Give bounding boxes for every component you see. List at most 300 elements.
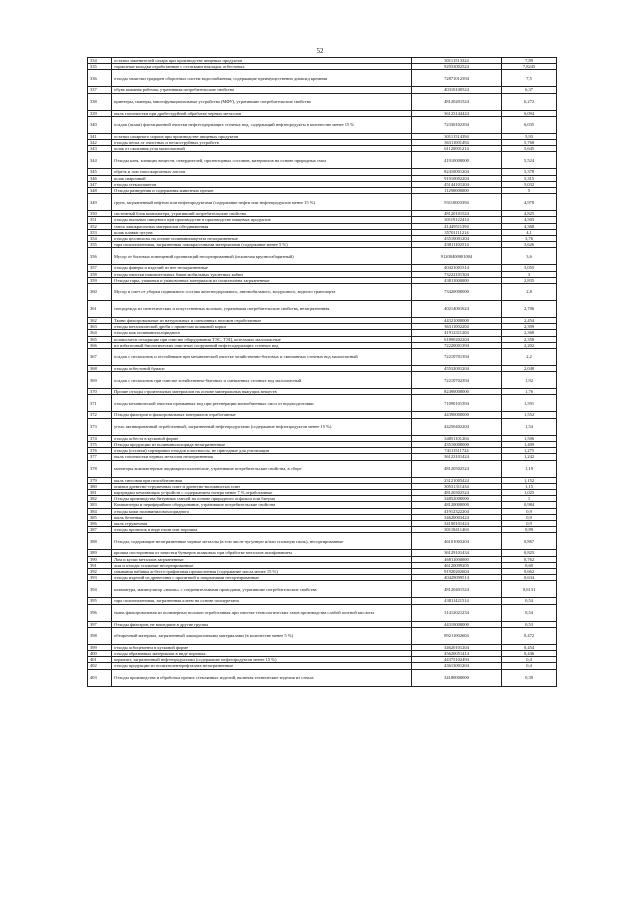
row-number-cell: 373	[88, 418, 112, 435]
waste-name-cell: Отходы разведения и содержания животных прочие	[112, 188, 412, 194]
fkko-code-cell: 48120201524	[412, 93, 502, 110]
quantity-cell: 4,978	[502, 194, 557, 211]
table-row	[88, 93, 557, 110]
fkko-code-cell: 36123101424	[412, 454, 502, 460]
fkko-code-cell: 44310000000	[412, 621, 502, 627]
fkko-code-cell: 36311002204	[412, 324, 502, 330]
waste-name-cell: Отходы фильтров, не вошедшие в другие группы	[112, 621, 412, 627]
waste-name-cell: Компьютеры и периферийное оборудование, утратившие потребительские свойства	[112, 502, 412, 508]
waste-name-cell: Прочие отходы строительных материалов на основе минеральных вяжущих веществ	[112, 389, 412, 395]
quantity-cell: 2,8	[502, 284, 557, 301]
quantity-cell: 5,524	[502, 152, 557, 169]
waste-name-cell: пыль газоочистки черных металлов незагрязненная	[112, 454, 412, 460]
row-number-cell: 345	[88, 169, 112, 175]
quantity-cell: 0,54	[502, 604, 557, 621]
quantity-cell: 0,634	[502, 575, 557, 581]
fkko-code-cell: 30111513324	[412, 58, 502, 64]
waste-name-cell: осадок с песколовок и отстойников при механической очистке хозяйственно-бытовых и смешанных сточных вод малоопасный	[112, 349, 412, 366]
waste-name-cell: отходы стеклопакетов	[112, 181, 412, 187]
fkko-code-cell: 43510001204	[412, 236, 502, 242]
table-row	[88, 248, 557, 265]
quantity-cell: 1,409	[502, 441, 557, 447]
quantity-cell: 0,89	[502, 527, 557, 533]
fkko-code-cell: 61120001214	[412, 146, 502, 152]
quantity-cell: 0,4	[502, 657, 557, 663]
fkko-code-cell: 34100101424	[412, 520, 502, 526]
fkko-code-cell: 34180000000	[412, 669, 502, 686]
row-number-cell: 396	[88, 604, 112, 621]
waste-name-cell: отходы фанеры и изделий из нее незагрязненные	[112, 265, 412, 271]
fkko-code-cell: 35701111214	[412, 229, 502, 235]
waste-name-cell: тара полиэтиленовая, загрязненная лакокрасочными материалами (содержание менее 5 %)	[112, 242, 412, 248]
quantity-cell: 4,503	[502, 217, 557, 223]
waste-name-cell: пыль гипсовая при гипсобитоновая	[112, 477, 412, 483]
row-number-cell: 354	[88, 236, 112, 242]
fkko-code-cell: 23121005424	[412, 477, 502, 483]
fkko-code-cell: 74111511724	[412, 448, 502, 454]
fkko-code-cell: 34852000000	[412, 496, 502, 502]
quantity-cell: 0,662	[502, 568, 557, 574]
fkko-code-cell: 44375102494	[412, 657, 502, 663]
waste-name-cell: шлакосмеси отходящие при очистке оборудования ТЭС, ТЭЦ, котельных малоопасные	[112, 336, 412, 342]
row-number-cell: 369	[88, 372, 112, 389]
waste-name-cell: керамзит, загрязненный нефтепродуктами (содержание нефтепродуктов менее 15 %)	[112, 657, 412, 663]
row-number-cell: 385	[88, 514, 112, 520]
table-row	[88, 418, 557, 435]
quantity-cell: 3,6	[502, 248, 557, 265]
fkko-code-cell: 44321000000	[412, 318, 502, 324]
fkko-code-cell: 30531311434	[412, 483, 502, 489]
fkko-code-cell: 40214001624	[412, 301, 502, 318]
fkko-code-cell: 48120101524	[412, 211, 502, 217]
waste-name-cell: Лом и куски металлов загрязненные	[112, 556, 412, 562]
fkko-code-cell: 89211002604	[412, 627, 502, 644]
table-row	[88, 70, 557, 87]
row-number-cell: 353	[88, 229, 112, 235]
fkko-code-cell: 45144101204	[412, 181, 502, 187]
quantity-cell: 4,368	[502, 223, 557, 229]
waste-name-cell: отходы (остатки) сортировки отходов пластмассы, не пригодные для утилизации	[112, 448, 412, 454]
fkko-code-cell: 48120502524	[412, 460, 502, 477]
waste-name-cell: крошка посторонняя от зачистки бункеров шлаковых при обработке металлов шлифованием	[112, 550, 412, 556]
fkko-code-cell: 48120302524	[412, 489, 502, 495]
waste-name-cell: отходы абразивных материалов в виде порошка	[112, 650, 412, 656]
row-number-cell: 365	[88, 336, 112, 342]
row-number-cell: 355	[88, 242, 112, 248]
fkko-code-cell: 73222101304	[412, 271, 502, 277]
table-row	[88, 152, 557, 169]
quantity-cell: 3,626	[502, 242, 557, 248]
quantity-cell: 0,54	[502, 598, 557, 604]
waste-name-cell: опилки древесно-стружечных плит и древесно-волокнистых плит	[112, 483, 412, 489]
fkko-code-cell: 44390000000	[412, 412, 502, 418]
waste-name-cell: отходы асбеста в кусковой форме	[112, 435, 412, 441]
row-number-cell: 380	[88, 483, 112, 489]
fkko-code-cell: 31412021234	[412, 604, 502, 621]
table-row	[88, 533, 557, 550]
row-number-cell: 350	[88, 211, 112, 217]
row-number-cell: 374	[88, 435, 112, 441]
quantity-cell: 5,378	[502, 169, 557, 175]
waste-name-cell: Отходы, содержащие незагрязненные черные металлы (в том числе чугунную и/или стальную пыль), несортированные	[112, 533, 412, 550]
waste-name-cell: ткань фильтровальная из полимерных волокон отработанная при очистке технологических газов производства слабой азотной кислоты	[112, 604, 412, 621]
waste-name-cell: уголь активированный отработанный, загрязненный нефтепродуктами (содержание нефтепродуктов менее 15 %)	[112, 418, 412, 435]
waste-name-cell: мониторы компьютерные жидкокристаллические, утратившие потребительские свойства, в сборе	[112, 460, 412, 477]
quantity-cell: 1,76	[502, 389, 557, 395]
quantity-cell: 0,762	[502, 556, 557, 562]
quantity-cell: 1,591	[502, 395, 557, 412]
fkko-code-cell: 82490000000	[412, 389, 502, 395]
quantity-cell: 1,552	[502, 412, 557, 418]
quantity-cell: 1	[502, 496, 557, 502]
row-number-cell: 384	[88, 508, 112, 514]
quantity-cell: 7,5	[502, 70, 557, 87]
fkko-code-cell: 71090101394	[412, 395, 502, 412]
waste-name-cell: пыль газоочистки при дробеструйной обработке черных металлов	[112, 110, 412, 116]
waste-name-cell: ил избыточный биологических очистных сооружений нефтесодержащих сточных вод	[112, 342, 412, 348]
fkko-code-cell: 30118411404	[412, 527, 502, 533]
fkko-code-cell: 36123144424	[412, 110, 502, 116]
waste-name-cell: Отходы фильтров и фильтровальных материалов отработанные	[112, 412, 412, 418]
row-number-cell: 376	[88, 448, 112, 454]
fkko-code-cell: 72210701394	[412, 349, 502, 366]
waste-name-cell: спецодежда из синтетических и искусственных волокон, утратившая потребительские свойства, незагрязненная	[112, 301, 412, 318]
fkko-code-cell: 72220001394	[412, 342, 502, 348]
row-number-cell: 340	[88, 116, 112, 133]
row-number-cell: 347	[88, 181, 112, 187]
row-number-cell: 366	[88, 342, 112, 348]
row-number-cell: 377	[88, 454, 112, 460]
row-number-cell: 363	[88, 324, 112, 330]
quantity-cell: 1,19	[502, 460, 557, 477]
fkko-code-cell: 91910002204	[412, 175, 502, 181]
fkko-code-cell: 30111514394	[412, 133, 502, 139]
quantity-cell: 5,768	[502, 140, 557, 146]
quantity-cell: 7,89	[502, 58, 557, 64]
row-number-cell: 341	[88, 133, 112, 139]
quantity-cell: 6,094	[502, 110, 557, 116]
quantity-cell: 0,69	[502, 562, 557, 568]
quantity-cell: 4,1	[502, 229, 557, 235]
row-number-cell: 334	[88, 58, 112, 64]
fkko-code-cell: 61890202204	[412, 336, 502, 342]
waste-name-cell: осадок с песколовок при очистке хозяйственно-бытовых и смешанных сточных вод малоопасный	[112, 372, 412, 389]
row-number-cell: 398	[88, 627, 112, 644]
row-number-cell: 402	[88, 663, 112, 669]
waste-name-cell: отходы механической очистки промывных вод при регенерации ионообменных смол от водоподготовки	[112, 395, 412, 412]
row-number-cell: 337	[88, 87, 112, 93]
row-number-cell: 393	[88, 575, 112, 581]
fkko-code-cell: 41910000000	[412, 152, 502, 169]
row-number-cell: 390	[88, 556, 112, 562]
waste-name-cell: Отходы тары, упаковки и упаковочных материалов из полиэтилена загрязненные	[112, 277, 412, 283]
row-number-cell: 362	[88, 318, 112, 324]
row-number-cell: 371	[88, 395, 112, 412]
quantity-cell: 0,9	[502, 508, 557, 514]
quantity-cell: 1,275	[502, 448, 557, 454]
table-row	[88, 604, 557, 621]
waste-name-cell: системный блок компьютера, утративший потребительские свойства	[112, 211, 412, 217]
table-body	[88, 58, 557, 687]
waste-name-cell: отходы изделий из древесины с пропиткой и покрытиями несортированные	[112, 575, 412, 581]
fkko-code-cell: 46101003204	[412, 533, 502, 550]
waste-name-cell: отходы асбоцемента в кусковой форме	[112, 644, 412, 650]
row-number-cell: 360	[88, 284, 112, 301]
quantity-cell: 1,92	[502, 372, 557, 389]
quantity-cell: 1,54	[502, 418, 557, 435]
quantity-cell: 2,399	[502, 324, 557, 330]
quantity-cell: 0,472	[502, 627, 557, 644]
fkko-code-cell: 48120401524	[412, 581, 502, 598]
quantity-cell: 6,272	[502, 93, 557, 110]
quantity-cell: 0,984	[502, 502, 557, 508]
table-row	[88, 460, 557, 477]
waste-name-cell: пыль бетонная	[112, 514, 412, 520]
row-number-cell: 349	[88, 194, 112, 211]
waste-name-cell: Отходы продукции из поливинилхлорида незагрязненные	[112, 441, 412, 447]
quantity-cell: 0,825	[502, 550, 557, 556]
table-row	[88, 372, 557, 389]
row-number-cell: 351	[88, 217, 112, 223]
fkko-code-cell: 43811421514	[412, 598, 502, 604]
row-number-cell: 370	[88, 389, 112, 395]
waste-name-cell: смывания набивка асбесто-графитовая промасленная (содержание масла менее 15 %)	[112, 568, 412, 574]
waste-name-cell: клавиатура, манипулятор «мышь» с соединительными проводами, утратившие потребительские свойства	[112, 581, 412, 598]
quantity-cell: 0,446	[502, 650, 557, 656]
row-number-cell: 391	[88, 562, 112, 568]
fkko-code-cell: 73420000000	[412, 284, 502, 301]
waste-name-cell: отходы песка от очистных и пескоструйных устройств	[112, 140, 412, 146]
fkko-code-cell: 40310100524	[412, 87, 502, 93]
row-number-cell: 372	[88, 412, 112, 418]
quantity-cell: 2,706	[502, 301, 557, 318]
fkko-code-cell: 45620051414	[412, 650, 502, 656]
quantity-cell: 2,2	[502, 349, 557, 366]
table-row	[88, 194, 557, 211]
fkko-code-cell: 36311001494	[412, 140, 502, 146]
row-number-cell: 348	[88, 188, 112, 194]
row-number-cell: 383	[88, 502, 112, 508]
row-number-cell: 367	[88, 349, 112, 366]
waste-name-cell: отходы пропиток в виде пыли или порошка	[112, 527, 412, 533]
fkko-code-cell: 41912322204	[412, 508, 502, 514]
fkko-code-cell: 46120099205	[412, 562, 502, 568]
fkko-code-cell: 36129101434	[412, 550, 502, 556]
row-number-cell: 336	[88, 70, 112, 87]
waste-name-cell: обтирочный материал, загрязненный лакокрасочными материалами (в количестве менее 5 %)	[112, 627, 412, 644]
fkko-code-cell: 44250402204	[412, 418, 502, 435]
waste-name-cell: пыль стружечная	[112, 520, 412, 526]
waste-register-table	[87, 57, 557, 687]
waste-name-cell: Мусор и смет от уборки подвижного состава железнодорожного, автомобильного, воздушного, водного транспорта	[112, 284, 412, 301]
row-number-cell: 382	[88, 496, 112, 502]
waste-name-cell: тара полиэтиленовая, загрязненная клеем на основе полиуретана	[112, 598, 412, 604]
row-number-cell: 400	[88, 650, 112, 656]
row-number-cell: 356	[88, 248, 112, 265]
row-number-cell: 397	[88, 621, 112, 627]
row-number-cell: 352	[88, 223, 112, 229]
row-number-cell: 378	[88, 460, 112, 477]
quantity-cell: 5	[502, 188, 557, 194]
waste-name-cell: отходы кожи поливиниловохлоридного	[112, 508, 412, 514]
fkko-code-cell: 40421001514	[412, 265, 502, 271]
fkko-code-cell: 30119122414	[412, 217, 502, 223]
waste-name-cell: Отходы производства битумных смесей на основе природного асфальта или битума	[112, 496, 412, 502]
quantity-cell: 0,53	[502, 621, 557, 627]
waste-name-cell: Мусор от бытовых помещений организаций несортированный (исключая крупногабаритный)	[112, 248, 412, 265]
fkko-code-cell: 41449511394	[412, 223, 502, 229]
fkko-code-cell: 34851101204	[412, 435, 502, 441]
waste-name-cell: отходы металлической дроби с примесью шлаковой корки	[112, 324, 412, 330]
fkko-code-cell: 41912311204	[412, 330, 502, 336]
table-row	[88, 581, 557, 598]
fkko-code-cell: 72330102394	[412, 116, 502, 133]
waste-name-cell: остатки сахарного сиропа при производстве пищевых продуктов	[112, 133, 412, 139]
quantity-cell: 1,506	[502, 435, 557, 441]
waste-name-cell: отходы продукции из полиэтилентерефталата незагрязненные	[112, 663, 412, 669]
quantity-cell: 2,454	[502, 318, 557, 324]
quantity-cell: 3	[502, 271, 557, 277]
row-number-cell: 344	[88, 152, 112, 169]
fkko-code-cell: 72871012394	[412, 70, 502, 87]
waste-name-cell: отходы кож поливинилхлоридного	[112, 330, 412, 336]
fkko-code-cell: 93110003394	[412, 194, 502, 211]
quantity-cell: 5,032	[502, 181, 557, 187]
waste-name-cell: отходы целлюлозы на основе поливинилацетата незагрязненные	[112, 236, 412, 242]
waste-name-cell: смесь лакокрасочных материалов обездвиженная	[112, 223, 412, 229]
quantity-cell: 0,9	[502, 514, 557, 520]
row-number-cell: 361	[88, 301, 112, 318]
quantity-cell: 1,152	[502, 477, 557, 483]
row-number-cell: 338	[88, 93, 112, 110]
quantity-cell: 5,93	[502, 133, 557, 139]
fkko-code-cell: 43811000000	[412, 277, 502, 283]
waste-name-cell: отходы асбестовой бумаги	[112, 366, 412, 372]
fkko-code-cell: 72210702394	[412, 372, 502, 389]
quantity-cell: 3,055	[502, 265, 557, 271]
fkko-code-cell: 45532001204	[412, 366, 502, 372]
fkko-code-cell: 91200400001004	[412, 248, 502, 265]
row-number-cell: 381	[88, 489, 112, 495]
waste-name-cell: Отходы производства и обработки прочих стеклянных изделий, включая технические изделия из стекла	[112, 669, 412, 686]
fkko-code-cell: 43510000000	[412, 441, 502, 447]
fkko-code-cell: 43613001204	[412, 663, 502, 669]
row-number-cell: 375	[88, 441, 112, 447]
row-number-cell: 343	[88, 146, 112, 152]
row-number-cell: 346	[88, 175, 112, 181]
quantity-cell: 0,454	[502, 644, 557, 650]
quantity-cell: 1,025	[502, 489, 557, 495]
waste-name-cell: принтеры, сканеры, многофункциональные устройства (МФУ), утратившие потребительские свойства	[112, 93, 412, 110]
row-number-cell: 392	[88, 568, 112, 574]
fkko-code-cell: 34620101204	[412, 644, 502, 650]
page-number: 52	[316, 47, 324, 55]
quantity-cell: 1,242	[502, 454, 557, 460]
quantity-cell: 6,37	[502, 87, 557, 93]
waste-name-cell: Ткани фильтровальные из натуральных и смешанных волокон отработанные	[112, 318, 412, 324]
row-number-cell: 357	[88, 265, 112, 271]
quantity-cell: 1,15	[502, 483, 557, 489]
waste-name-cell: отходы зачистки градирен оборотных систем водоснабжения, содержащие преимущественно диоксид кремния	[112, 70, 412, 87]
row-number-cell: 401	[88, 657, 112, 663]
fkko-code-cell: 43811102514	[412, 242, 502, 248]
fkko-code-cell: 48120000000	[412, 502, 502, 508]
fkko-code-cell: 82410001204	[412, 169, 502, 175]
row-number-cell: 394	[88, 581, 112, 598]
quantity-cell: 0,4	[502, 663, 557, 669]
quantity-cell: 6,035	[502, 116, 557, 133]
quantity-cell: 2,358	[502, 336, 557, 342]
table-row	[88, 627, 557, 644]
quantity-cell: 2,835	[502, 277, 557, 283]
waste-name-cell: остатки заменителей сахара при производстве пищевых продуктов	[112, 58, 412, 64]
row-number-cell: 359	[88, 277, 112, 283]
waste-name-cell: обувь кожаная рабочая, утратившая потребительские свойства	[112, 87, 412, 93]
row-number-cell: 335	[88, 64, 112, 70]
row-number-cell: 399	[88, 644, 112, 650]
fkko-code-cell: 46811000000	[412, 556, 502, 562]
quantity-cell: 0,6131	[502, 581, 557, 598]
table-row	[88, 284, 557, 301]
row-number-cell: 395	[88, 598, 112, 604]
quantity-cell: 5,645	[502, 146, 557, 152]
waste-name-cell: картриджи печатающих устройств с содержанием тонера менее 7 % отработанные	[112, 489, 412, 495]
quantity-cell: 0,39	[502, 669, 557, 686]
waste-name-cell: шлак сварочный	[112, 175, 412, 181]
row-number-cell: 358	[88, 271, 112, 277]
fkko-code-cell: 92033002524	[412, 64, 502, 70]
waste-name-cell: отходы очистки накопительных баков мобильных туалетных кабин	[112, 271, 412, 277]
quantity-cell: 2,048	[502, 366, 557, 372]
row-number-cell: 368	[88, 366, 112, 372]
waste-name-cell: грунт, загрязненный нефтью или нефтепродуктами (содержание нефти или нефтепродуктов менее 15 %)	[112, 194, 412, 211]
fkko-code-cell: 40429099514	[412, 575, 502, 581]
row-number-cell: 379	[88, 477, 112, 483]
waste-name-cell: отходы пыльных пищевого при производстве в производстве пищевых продуктов	[112, 217, 412, 223]
row-number-cell: 388	[88, 533, 112, 550]
quantity-cell: 4,825	[502, 211, 557, 217]
fkko-code-cell: 34620003424	[412, 514, 502, 520]
fkko-code-cell: 91920202604	[412, 568, 502, 574]
quantity-cell: 5,315	[502, 175, 557, 181]
quantity-cell: 3,76	[502, 236, 557, 242]
table-row	[88, 669, 557, 686]
waste-name-cell: шлак от сжигания угля малоопасный	[112, 146, 412, 152]
table-row	[88, 395, 557, 412]
row-number-cell: 386	[88, 520, 112, 526]
row-number-cell: 403	[88, 669, 112, 686]
quantity-cell: 7,8245	[502, 64, 557, 70]
fkko-code-cell: 11290000000	[412, 188, 502, 194]
waste-name-cell: обрезь и лом гипсокартонных листов	[112, 169, 412, 175]
row-number-cell: 339	[88, 110, 112, 116]
table-row	[88, 301, 557, 318]
quantity-cell: 2,202	[502, 342, 557, 348]
table-row	[88, 349, 557, 366]
quantity-cell: 2,368	[502, 330, 557, 336]
waste-name-cell: Отходы клея, клеящих веществ, отвердителей, протекторных составов, материалов на основе природных смол	[112, 152, 412, 169]
quantity-cell: 0,867	[502, 533, 557, 550]
table-row	[88, 116, 557, 133]
row-number-cell: 389	[88, 550, 112, 556]
waste-name-cell: шлак плавки чугуна	[112, 229, 412, 235]
row-number-cell: 387	[88, 527, 112, 533]
waste-name-cell: лом и отходы стальные несортированные	[112, 562, 412, 568]
waste-name-cell: тормозные колодки отработанные с остатками накладок асбестовых	[112, 64, 412, 70]
quantity-cell: 0,9	[502, 520, 557, 526]
waste-name-cell: осадок (шлам) флотационной очистки нефтесодержащих сточных вод, содержащий нефтепродукты в количестве менее 15 %	[112, 116, 412, 133]
row-number-cell: 342	[88, 140, 112, 146]
